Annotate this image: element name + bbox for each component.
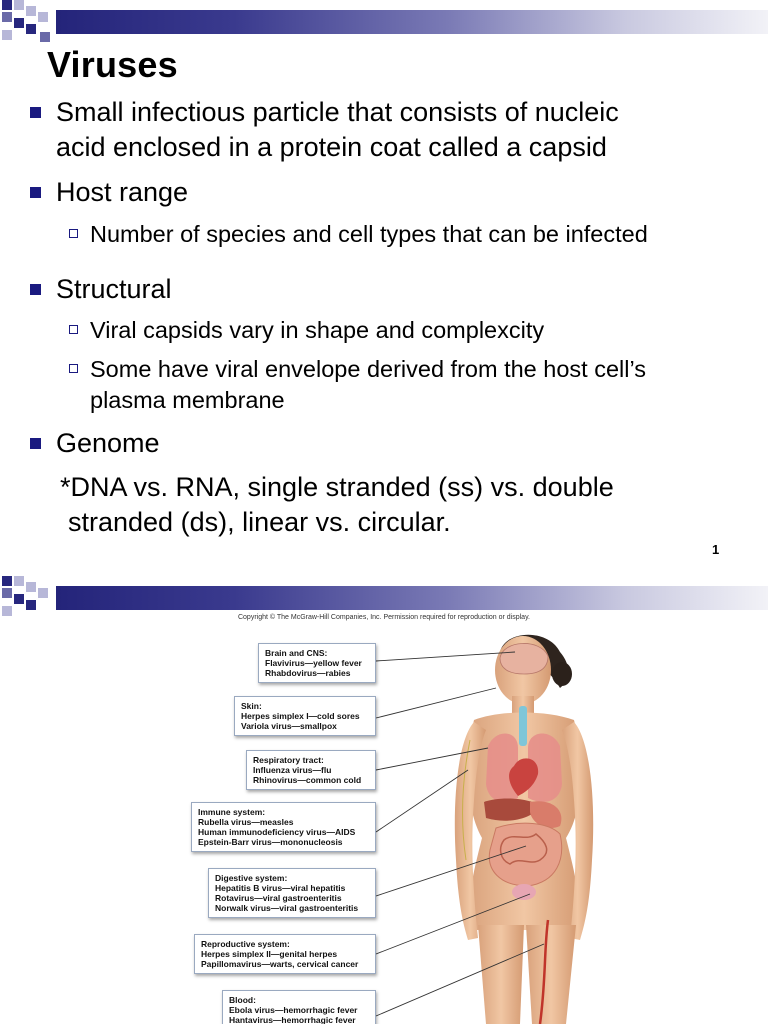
label-item: Norwalk virus—viral gastroenteritis (215, 903, 359, 913)
square-bullet-icon (30, 187, 41, 198)
hollow-square-bullet-icon (69, 325, 78, 334)
header-gradient-bar (56, 10, 768, 34)
decor-square (38, 12, 48, 22)
decor-square (2, 12, 12, 22)
label-respiratory-tract (246, 750, 376, 790)
leader-line (376, 770, 468, 832)
decor-square (2, 30, 12, 40)
label-digestive-system (208, 868, 376, 918)
right-leg-shape (526, 925, 576, 1024)
slide-2 (0, 570, 768, 1024)
leader-line (376, 652, 515, 661)
label-item: Epstein-Barr virus—mononucleosis (198, 837, 343, 847)
genome-line: *DNA vs. RNA, single stranded (ss) vs. double (60, 472, 614, 502)
label-item: Ebola virus—hemorrhagic fever (229, 1005, 358, 1015)
label-immune-system (191, 802, 376, 852)
subbullet-line: Viral capsids vary in shape and complexcity (90, 317, 545, 343)
subbullet-line: plasma membrane (90, 387, 285, 413)
label-heading: Skin: (241, 701, 262, 711)
label-item: Human immunodeficiency virus—AIDS (198, 827, 356, 837)
trachea-shape (519, 706, 527, 746)
hollow-square-bullet-icon (69, 229, 78, 238)
subbullet-host-range (90, 219, 648, 250)
bullet-line: Structural (56, 274, 172, 304)
decor-square (40, 32, 50, 42)
copyright-notice: Copyright © The McGraw-Hill Companies, Inc. Permission required for reproduction or display. (237, 614, 530, 621)
subbullet-line: Some have viral envelope derived from the host cell’s (90, 356, 647, 382)
genome-line: stranded (ds), linear vs. circular. (68, 507, 451, 537)
label-heading: Reproductive system: (201, 939, 290, 949)
bullet-host-range (56, 175, 188, 210)
square-bullet-icon (30, 284, 41, 295)
label-blood (222, 990, 376, 1024)
label-heading: Respiratory tract: (253, 755, 324, 765)
label-item: Rubella virus—measles (198, 817, 294, 827)
subbullet-line: Number of species and cell types that can be infected (90, 221, 648, 247)
label-item: Hepatitis B virus—viral hepatitis (215, 883, 346, 893)
label-item: Papillomavirus—warts, cervical cancer (201, 959, 359, 969)
label-heading: Blood: (229, 995, 256, 1005)
page-number: 1 (712, 542, 720, 557)
decor-square (26, 24, 36, 34)
left-leg-shape (478, 925, 524, 1024)
label-item: Herpes simplex I—cold sores (241, 711, 360, 721)
decor-square (14, 18, 24, 28)
label-item: Herpes simplex II—genital herpes (201, 949, 338, 959)
brain-shape (500, 643, 548, 674)
decor-square (26, 6, 36, 16)
slide-title: Viruses (47, 44, 178, 85)
bladder-shape (512, 884, 536, 900)
genome-description (60, 470, 614, 540)
hollow-square-bullet-icon (69, 364, 78, 373)
decor-square (14, 0, 24, 10)
bullet-description (56, 95, 619, 165)
label-item: Hantavirus—hemorrhagic fever (229, 1015, 356, 1024)
bullet-line: Small infectious particle that consists of nucleic (56, 97, 619, 127)
bullet-genome (56, 426, 160, 461)
bullet-line: acid enclosed in a protein coat called a capsid (56, 132, 607, 162)
subbullet-envelope (90, 354, 646, 416)
bullet-line: Host range (56, 177, 189, 207)
square-bullet-icon (30, 438, 41, 449)
leader-line (376, 688, 496, 718)
label-item: Variola virus—smallpox (241, 721, 337, 731)
label-heading: Immune system: (198, 807, 266, 817)
label-skin (234, 696, 376, 736)
label-heading: Digestive system: (215, 873, 288, 883)
label-brain-cns (258, 643, 376, 683)
human-body-illustration (0, 570, 768, 1024)
bullet-line: Genome (56, 428, 160, 458)
hair-bun (552, 662, 572, 686)
subbullet-capsids (90, 315, 544, 346)
label-reproductive-system (194, 934, 376, 974)
label-item: Rhinovirus—common cold (253, 775, 362, 785)
label-item: Rotavirus—viral gastroenteritis (215, 893, 342, 903)
label-item: Influenza virus—flu (253, 765, 332, 775)
label-item: Flavivirus—yellow fever (265, 658, 362, 668)
label-item: Rhabdovirus—rabies (265, 668, 351, 678)
label-heading: Brain and CNS: (265, 648, 328, 658)
square-bullet-icon (30, 107, 41, 118)
bullet-structural (56, 272, 172, 307)
decor-square (2, 0, 12, 10)
